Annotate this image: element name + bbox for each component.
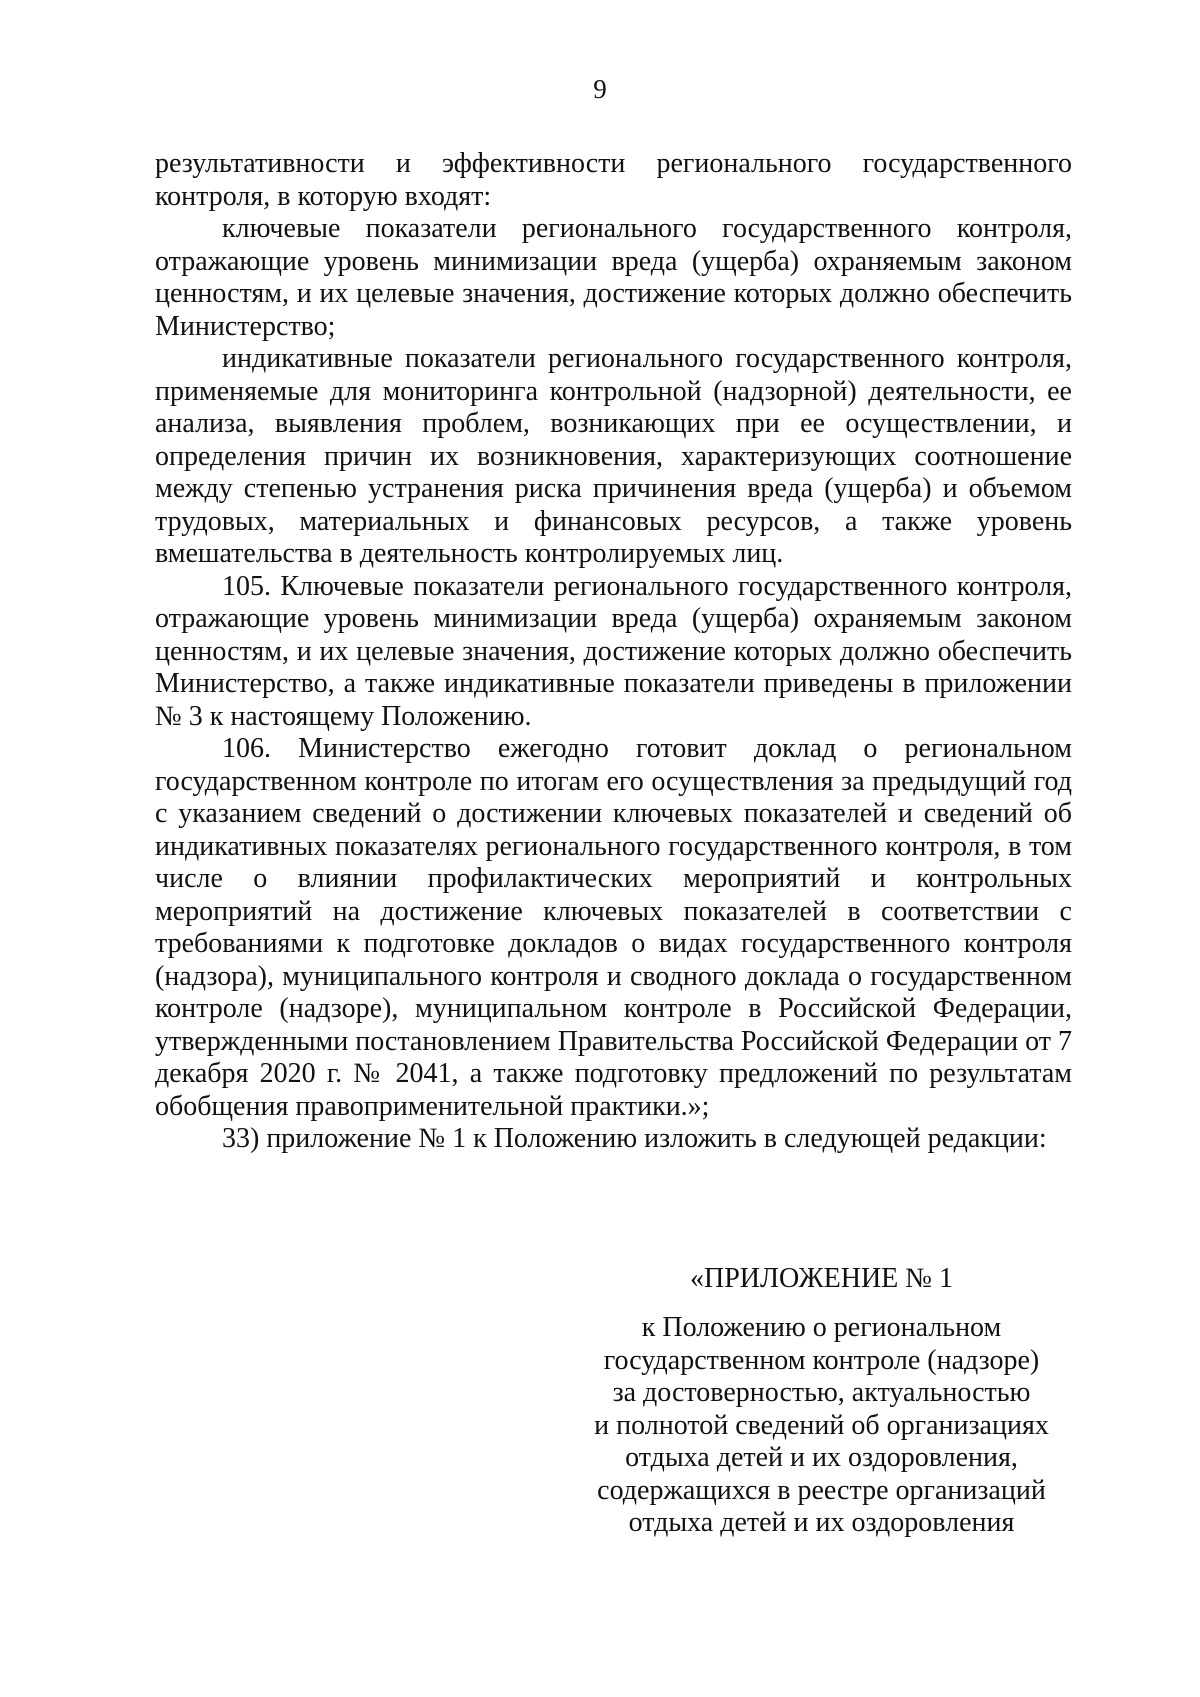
appendix-reference-line: за достоверностью, актуальностью — [612, 1377, 1031, 1408]
appendix-reference-line: отдыха детей и их оздоровления — [628, 1507, 1015, 1538]
paragraph-continuation: результативности и эффективности регионального государственного контроля, в которую входят: — [155, 148, 1072, 212]
paragraph-105: 105. Ключевые показатели регионального государственного контроля, отражающие уровень минимизации вреда (ущерба) охраняемым законом ценностям, и их целевые значения, достижение которых должно обеспечить Министерство, а также индикативные показатели приведены в приложении № 3 к настоящему Положению. — [155, 570, 1072, 732]
page-number: 9 — [593, 74, 607, 104]
appendix-title: «ПРИЛОЖЕНИЕ № 1 — [690, 1263, 953, 1294]
paragraph-33: 33) приложение № 1 к Положению изложить в следующей редакции: — [222, 1123, 1047, 1154]
appendix-reference — [560, 1312, 1083, 1540]
appendix-reference-line: к Положению о региональном — [641, 1312, 1002, 1343]
appendix-reference-line: и полнотой сведений об организациях — [594, 1409, 1049, 1441]
appendix-reference-line: содержащихся в реестре организаций — [597, 1474, 1046, 1506]
body-text — [155, 148, 1072, 1156]
appendix-reference-line: государственном контроле (надзоре) — [603, 1344, 1040, 1376]
appendix-reference-line: отдыха детей и их оздоровления, — [625, 1442, 1018, 1473]
paragraph-key-indicators: ключевые показатели регионального государственного контроля, отражающие уровень минимизации вреда (ущерба) охраняемым законом ценностям, и их целевые значения, достижение которых должно обеспечить Министерство; — [155, 213, 1072, 342]
paragraph-indicative-indicators: индикативные показатели регионального государственного контроля, применяемые для мониторинга контрольной (надзорной) деятельности, ее анализа, выявления проблем, возникающих при ее осуществлении, и определения причин их возникновения, характеризующих соотношение между степенью устранения риска причинения вреда (ущерба) и объемом трудовых, материальных и финансовых ресурсов, а также уровень вмешательства в деятельность контролируемых лиц. — [155, 343, 1072, 569]
paragraph-106: 106. Министерство ежегодно готовит доклад о региональном государственном контроле по итогам его осуществления за предыдущий год с указанием сведений о достижении ключевых показателей и сведений об индикативных показателях регионального государственного контроля, в том числе о влиянии профилактических мероприятий и контрольных мероприятий на достижение ключевых показателей в соответствии с требованиями к подготовке докладов о видах государственного контроля (надзора), муниципального контроля и сводного доклада о государственном контроле (надзоре), муниципальном контроле в Российской Федерации, утвержденными постановлением Правительства Российской Федерации от 7 декабря 2020 г. № 2041, а также подготовку предложений по результатам обобщения правоприменительной практики.»; — [155, 733, 1072, 1122]
